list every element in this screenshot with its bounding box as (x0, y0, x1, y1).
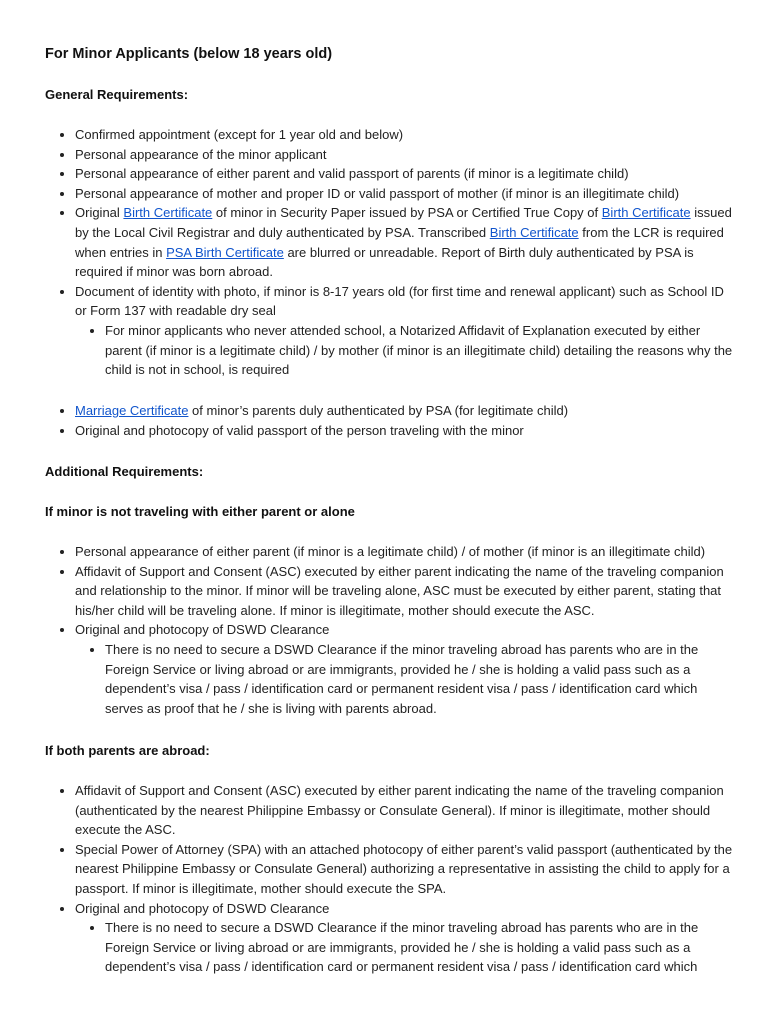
general-requirements-list-wrap (45, 125, 735, 380)
list-item: • Confirmed appointment (except for 1 year old and below) (75, 125, 735, 145)
psa-birth-certificate-link[interactable]: PSA Birth Certificate (166, 244, 284, 260)
marriage-certificate-link[interactable]: Marriage Certificate (75, 403, 189, 418)
list-item: • Affidavit of Support and Consent (ASC) executed by either parent indicating the name of the traveling companion (authenticated by the nearest Philippine Embassy or Consulate General). If minor is illegitimate, mother should execute the ASC. (75, 781, 735, 840)
list-item: • Personal appearance of either parent (if minor is a legitimate child) / of mother (if minor is an illegitimate child) (75, 542, 735, 562)
page-title: For Minor Applicants (below 18 years old) (45, 46, 333, 62)
list-item: • Personal appearance of the minor applicant (75, 145, 735, 165)
list-item: • Original and photocopy of valid passport of the person traveling with the minor (75, 421, 735, 441)
list-item: • Personal appearance of mother and proper ID or valid passport of mother (if minor is an illegitimate child) (75, 184, 735, 204)
general-requirements-heading: General Requirements: (45, 87, 189, 102)
not-traveling-list (45, 542, 735, 718)
list-item: • Original and photocopy of DSWD Clearance • There is no need to secure a DSWD Clearance if the minor traveling abroad has parents who are in the Foreign Service or living abroad or are immigrants, provided he / she is holding a valid pass such as a dependent’s visa / pass / identification card or permanent resident visa / pass / identification card which serves as proof that he / she is living with parents abroad. (75, 620, 735, 718)
general-requirements-list-2-wrap (45, 401, 735, 440)
general-requirements-list-2 (45, 401, 735, 440)
dswd-sublist (75, 640, 735, 718)
list-item: • There is no need to secure a DSWD Clearance if the minor traveling abroad has parents who are in the Foreign Service or living abroad or are immigrants, provided he / she is holding a valid pass such as a dependent’s visa / pass / identification card or permanent resident visa / pass / identification card which (105, 918, 735, 977)
birth-certificate-link[interactable]: Birth Certificate (123, 205, 213, 221)
general-requirements-list (45, 125, 735, 380)
list-item: • There is no need to secure a DSWD Clearance if the minor traveling abroad has parents who are in the Foreign Service or living abroad or are immigrants, provided he / she is holding a valid pass such as a dependent’s visa / pass / identification card or permanent resident visa / pass / identification card which serves as proof that he / she is living with parents abroad. (105, 640, 735, 718)
list-item: • Personal appearance of either parent and valid passport of parents (if minor is a legitimate child) (75, 164, 735, 184)
list-item: • Special Power of Attorney (SPA) with an attached photocopy of either parent’s valid passport (authenticated by the nearest Philippine Embassy or Consulate General) authorizing a representative in assisting the child to apply for a passport. If minor is illegitimate, mother should execute the SPA. (75, 840, 735, 899)
list-item: • Original and photocopy of DSWD Clearance • There is no need to secure a DSWD Clearance if the minor traveling abroad has parents who are in the Foreign Service or living abroad or are immigrants, provided he / she is holding a valid pass such as a dependent’s visa / pass / identification card or permanent resident visa / pass / identification card which (75, 899, 735, 977)
not-traveling-list-wrap (45, 542, 735, 718)
list-item: • Affidavit of Support and Consent (ASC) executed by either parent indicating the name of the traveling companion and relationship to the minor. If minor will be traveling alone, ASC must be executed by either parent, stating that his/her child will be traveling alone. If minor is illegitimate, mother should execute the ASC. (75, 562, 735, 621)
both-parents-abroad-list (45, 781, 735, 977)
identity-sublist (75, 321, 735, 380)
list-item: • For minor applicants who never attended school, a Notarized Affidavit of Explanation executed by either parent (if minor is a legitimate child) / by mother (if minor is an illegitimate child) detailing the reasons why the child is not in school, is required (105, 321, 735, 380)
birth-certificate-link[interactable]: Birth Certificate (601, 205, 691, 221)
dswd-sublist (75, 918, 735, 977)
identity-document-item: • Document of identity with photo, if minor is 8-17 years old (for first time and renewal applicant) such as School ID or Form 137 with readable dry seal • For minor applicants who never attended school, a Notarized Affidavit of Explanation executed by either parent (if minor is a legitimate child) / by mother (if minor is an illegitimate child) detailing the reasons why the child is not in school, is required (75, 282, 735, 380)
birth-certificate-item: • Original Birth Certificate of minor in Security Paper issued by PSA or Certified True Copy of Birth Certificate issued by the Local Civil Registrar and duly authenticated by PSA. Transcribed Birth Certificate from the LCR is required when entries in PSA Birth Certificate are blurred or unreadable. Report of Birth duly authenticated by PSA is required if minor was born abroad. (75, 203, 735, 281)
both-parents-abroad-list-wrap (45, 781, 735, 977)
birth-certificate-link[interactable]: Birth Certificate (489, 224, 579, 240)
additional-requirements-heading: Additional Requirements: (45, 464, 204, 479)
not-traveling-heading: If minor is not traveling with either parent or alone (45, 504, 355, 519)
both-parents-abroad-heading: If both parents are abroad: (45, 743, 210, 758)
marriage-certificate-item: • Marriage Certificate of minor’s parents duly authenticated by PSA (for legitimate child) (75, 401, 735, 421)
